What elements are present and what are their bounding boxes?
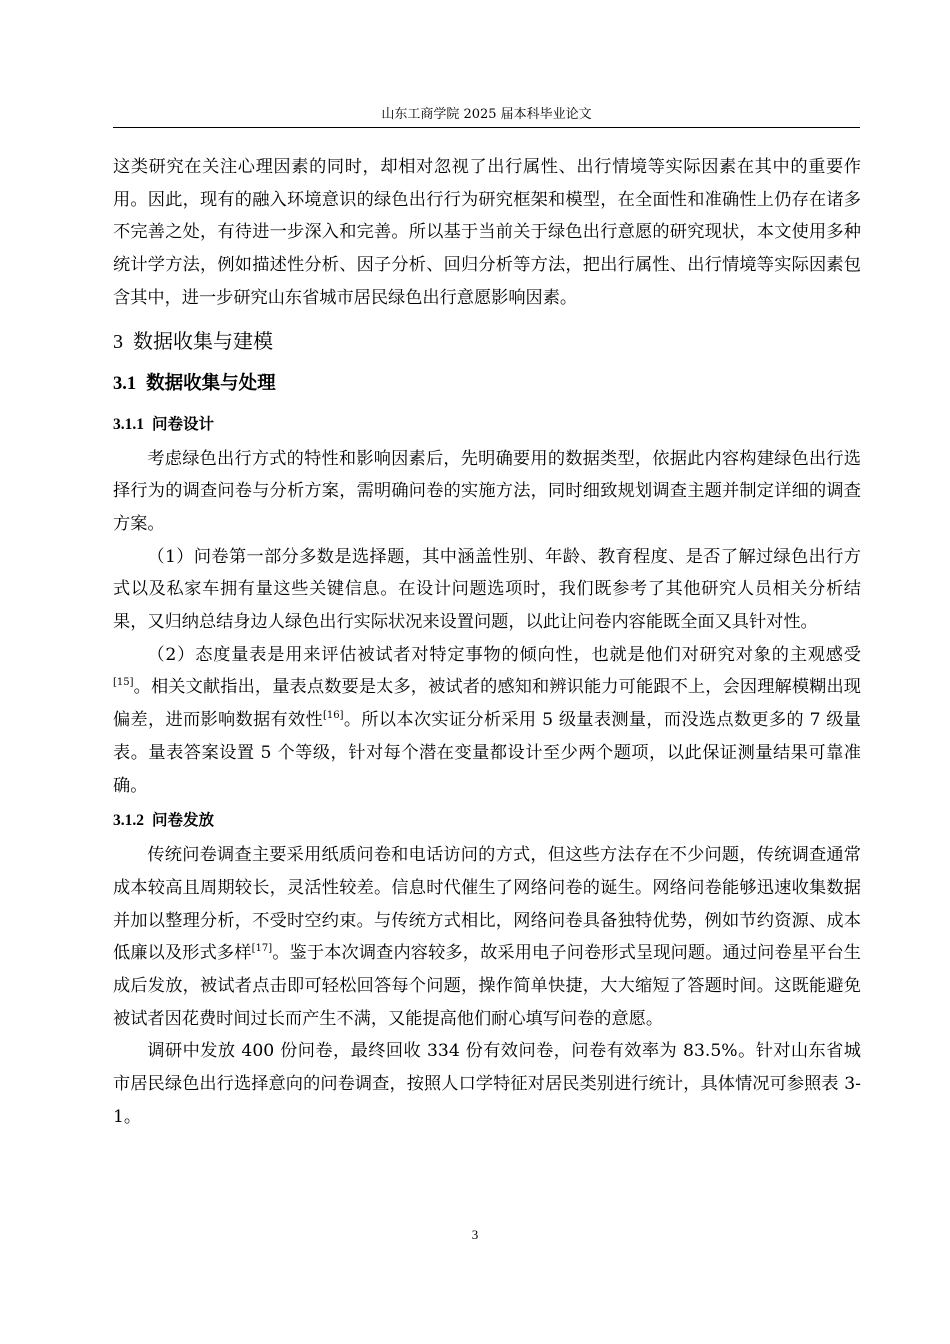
- header-rule: [113, 127, 860, 128]
- subsection-heading-questionnaire-design: [113, 406, 861, 443]
- running-header: 山东工商学院 2025 届本科毕业论文: [381, 107, 592, 122]
- page-number: 3: [471, 1227, 479, 1242]
- intro-paragraph: 这类研究在关注心理因素的同时，却相对忽视了出行属性、出行情境等实际因素在其中的重要作用。因此，现有的融入环境意识的绿色出行行为研究框架和模型，在全面性和准确性上仍存在诸多不完善之处，有待进一步深入和完善。所以基于当前关于绿色出行意愿的研究现状，本文使用多种统计学方法，例如描述性分析、因子分析、回归分析等方法，把出行属性、出行情境等实际因素包含其中，进一步研究山东省城市居民绿色出行意愿影响因素。: [113, 157, 861, 308]
- subsection-number: 3.1.2: [113, 812, 144, 830]
- chapter-title: 数据收集与建模: [133, 328, 273, 353]
- paragraph-text: 。所以本次实证分析采用 5 级量表测量，而没选点数更多的 7 级量表。量表答案设置 5 个等级，针对每个潜在变量都设计至少两个题项，以此保证测量结果可靠准确。: [113, 710, 861, 796]
- chapter-number: 3: [113, 330, 123, 353]
- subsection-title: 问卷发放: [152, 811, 215, 830]
- subsection-title: 问卷设计: [152, 414, 215, 433]
- body-text: [113, 151, 861, 1134]
- citation-ref: [17]: [251, 943, 273, 955]
- section-title: 数据收集与处理: [146, 372, 276, 394]
- subsection-number: 3.1.1: [113, 415, 144, 433]
- section-heading: [113, 362, 861, 406]
- subsection-heading-questionnaire-distribution: [113, 802, 861, 839]
- paragraph-text: 。相关文献指出，量表点数要是太多，被试者的感知和辨识能力可能跟不上，会因理解模糊出现偏差，进而影响数据有效性: [113, 677, 861, 731]
- paragraph-text: 传统问卷调查主要采用纸质问卷和电话访问的方式，但这些方法存在不少问题，传统调查通常成本较高且周期较长，灵活性较差。信息时代催生了网络问卷的诞生。网络问卷能够迅速收集数据并加以整理分析，不受时空约束。与传统方式相比，网络问卷具备独特优势，例如节约资源、成本低廉以及形式多样: [113, 845, 861, 964]
- section-number: 3.1: [113, 373, 137, 394]
- paragraph: （1）问卷第一部分多数是选择题，其中涵盖性别、年龄、教育程度、是否了解过绿色出行方式以及私家车拥有量这些关键信息。在设计问题选项时，我们既参考了其他研究人员相关分析结果，又归纳总结身边人绿色出行实际状况来设置问题，以此让问卷内容能既全面又具针对性。: [113, 546, 861, 633]
- chapter-heading: [113, 321, 861, 362]
- citation-ref: [16]: [323, 710, 344, 722]
- paragraph-text: 。鉴于本次调查内容较多，故采用电子问卷形式呈现问题。通过问卷星平台生成后发放，被试者点击即可轻松回答每个问题，操作简单快捷，大大缩短了答题时间。这既能避免被试者因花费时间过长而产生不满，又能提高他们耐心填写问卷的意愿。: [113, 943, 861, 1029]
- paragraph: 调研中发放 400 份问卷，最终回收 334 份有效问卷，问卷有效率为 83.5%。针对山东省城市居民绿色出行选择意向的问卷调查，按照人口学特征对居民类别进行统计，具体情况可参照表 3-1。: [113, 1041, 861, 1127]
- paragraph: [113, 839, 861, 1035]
- paragraph: 考虑绿色出行方式的特性和影响因素后，先明确要用的数据类型，依据此内容构建绿色出行选择行为的调查问卷与分析方案，需明确问卷的实施方法，同时细致规划调查主题并制定详细的调查方案。: [113, 448, 861, 534]
- citation-ref: [15]: [113, 677, 134, 689]
- paragraph: [113, 639, 861, 803]
- paragraph-text: （2）态度量表是用来评估被试者对特定事物的倾向性，也就是他们对研究对象的主观感受: [147, 644, 861, 665]
